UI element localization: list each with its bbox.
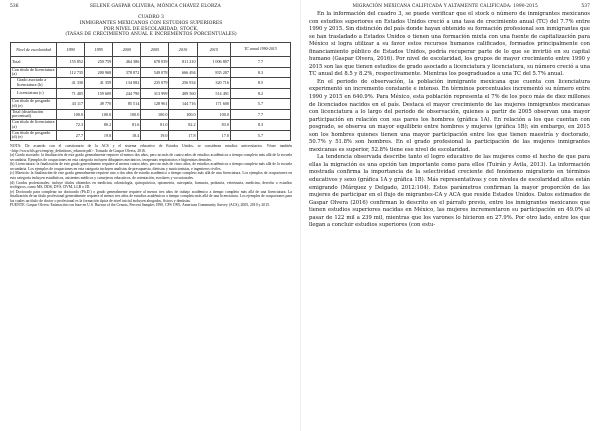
table-notes <box>10 144 292 208</box>
table-cell: 100.0 <box>169 109 197 120</box>
table-cell: 1 006 807 <box>197 57 230 68</box>
table-cell: 81.0 <box>141 120 169 131</box>
table-note: FUENTE: Gaspar Olvera. Estimación con base en U.S. Bureau of the Census, Percent Samples 1990, CPS 1995, American Community Survey (ACS), 2005, 2010 y 2015. <box>10 203 270 208</box>
table-cell: 80.2 <box>85 120 113 131</box>
table-cell: 82.2 <box>169 120 197 131</box>
header-cell: 2000 <box>113 43 141 57</box>
table-cell: 409 560 <box>169 88 197 99</box>
header-cell: 2005 <box>141 43 169 57</box>
table-note: (e) Doctorado para completar un doctorado (Ph.D.) o grado generalmente requiere al menos tres años de trabajo académico a tiempo completo más allá de una licenciatura. La finalización de un título profesional generalmente requiere al menos tres años de estudios académicos a tiempo completo más allá de una licenciatura. Los ejemplos de ocupaciones para las cuales un título de doctor o profesional es la formación típica de nivel inicial incluyen abogados, físicos y dentistas. <box>10 189 292 203</box>
table-cell: 7.7 <box>230 57 290 68</box>
table-row <box>11 130 291 141</box>
table-cell: 85 514 <box>113 99 141 110</box>
right-page <box>300 0 600 431</box>
table-note: (a) Grado asociado: la finalización de este grado generalmente requiere al menos dos años, pero no más de cuatro años de estudios académicos a tiempo completo más allá de la escuela secundaria. Ejemplos de ocupaciones en esta categoría incluyen dibujantes mecánicos, terapeutas respiratorios e higienistas dentales. <box>10 153 292 162</box>
caption-line-3: (TASAS DE CRECIMIENTO ANUAL E INCREMENTOS PORCENTUALES) <box>65 32 237 38</box>
table-cell: 100.0 <box>141 109 169 120</box>
table-cell: 5.7 <box>230 99 290 110</box>
header-cell: TC anual 1990-2015 <box>230 43 290 57</box>
row-label: Grado asociado a licenciatura (b) <box>11 78 57 89</box>
table-row <box>11 57 291 68</box>
table-cell: 17.8 <box>169 130 197 141</box>
table-row <box>11 109 291 120</box>
table-cell: 835 207 <box>197 67 230 78</box>
caption-line-1: INMIGRANTES MEXICANOS CON ESTUDIOS SUPERIORES <box>79 20 223 26</box>
row-label: Total (distribución porcentual) <box>11 109 57 120</box>
table-header-row <box>11 43 291 57</box>
table-cell: 200 968 <box>85 67 113 78</box>
table-cell: 8.5 <box>230 78 290 89</box>
left-page-number: 536 <box>10 3 19 9</box>
header-cell: 1990 <box>57 43 85 57</box>
right-running-header <box>309 0 590 10</box>
right-page-number: 537 <box>581 3 590 9</box>
body-text <box>309 11 590 230</box>
table-cell: 41 359 <box>85 78 113 89</box>
table-cell: 41 330 <box>57 78 85 89</box>
table-cell: 100.0 <box>85 109 113 120</box>
table-cell: 17.0 <box>197 130 230 141</box>
table-cell: 514 491 <box>197 88 230 99</box>
table-row <box>11 78 291 89</box>
table-cell: 378 872 <box>113 67 141 78</box>
table-cell: 464 386 <box>113 57 141 68</box>
table-cell: 171 600 <box>197 99 230 110</box>
row-label: Con título de licenciatura (a) <box>11 120 57 131</box>
table-cell: 112 735 <box>57 67 85 78</box>
table-cell: 250 759 <box>85 57 113 68</box>
table-cell: 5.7 <box>230 130 290 141</box>
table-cell: 81.6 <box>113 120 141 131</box>
body-paragraph: La tendencia observada describe tanto el logro educativo de las mujeres como el hecho de que para ellas la migración es una opción tan importante como para ellos (Tuirán y Ávila, 2013). La información mostrada confirma la importancia de la selectividad creciente del fenómeno migratorio en términos educativos y sexo (gráfica 1A y gráfica 1B). Más representativas y con niveles de escolaridad altos están emigrando (Márquez y Delgado, 2012:104). Estos parámetros confirman la mayor proporción de las mujeres de participar en el flujo de migrantes-CA y ACA que reside Estados Unidos. Datos estimados de Gaspar Olvera (2016) confirman lo descrito en el párrafo previo, entre los inmigrantes mexicanos que tienen estudios superiores nacidas en México, las mujeres incrementaron su participación en 49.0% al pasar de 122 mil a 239 mil, mientras que los varones lo hicieron en 27.9%. Por otro lado, entre los que llegan a concluir estudios superiores (con estu- <box>309 154 590 229</box>
table-body <box>11 57 291 141</box>
table-row <box>11 120 291 131</box>
table-cell: 8.2 <box>230 88 290 99</box>
table-cell: 19.8 <box>85 130 113 141</box>
table-cell: 155 852 <box>57 57 85 68</box>
table-cell: 811 210 <box>169 57 197 68</box>
table-cell: 313 999 <box>141 88 169 99</box>
row-label: Total <box>11 57 57 68</box>
table-cell: 100.0 <box>197 109 230 120</box>
header-cell: 2015 <box>197 43 230 57</box>
table-cell: 159 609 <box>85 88 113 99</box>
row-label: Con título de licenciatura (a) <box>11 67 57 78</box>
table-cell: 43 117 <box>57 99 85 110</box>
table-cell: 49 770 <box>85 99 113 110</box>
table-note: (b) Licenciatura: la finalización de este grado generalmente requiere al menos cuatro años, pero no más de cinco años, de estudios académicos a tiempo completo más allá de la escuela secundaria. Los ejemplos de ocupaciones en esta categoría incluyen analistas de presupuesto, dietistas y nutricionistas, e ingenieros civiles. <box>10 162 292 171</box>
header-cell: Nivel de escolaridad <box>11 43 57 57</box>
table-cell: 100.0 <box>113 109 141 120</box>
table-note: (c) Maestría: la finalización de este grado generalmente requiere uno o dos años de estudio académico a tiempo completo más allá de una licenciatura. Los ejemplos de ocupaciones en esta categoría incluyen estadísticos, asistentes médicos y consejeros educativos, de orientación, escolares y vocacionales. <box>10 171 292 181</box>
table-cell: 71 405 <box>57 88 85 99</box>
table-cell: 72.3 <box>57 120 85 131</box>
table-cell: 244 790 <box>113 88 141 99</box>
body-paragraph: En el periodo de observación, la población inmigrante mexicana que cuenta con licenciatura experimentó un incremento constante e intenso. En términos porcentuales incrementó su número entre 1990 y 2015 en 640.9%. Para México, esta población representa el 7% de los poco más de diez millones de licenciados nacidos en el país. Destaca el mayor crecimiento de las mujeres inmigrantes mexicanas con licenciatura a lo largo del periodo de observación, quienes a partir de 2005 observan una mayor participación en relación con sus pares los hombres (gráfica 1A). En relación a los que cuentan con posgrado, se observa un mayor equilibrio entre hombres y mujeres (gráfica 1B); sin embargo, en 2015 son los hombres quienes tienen una mayor participación entre los que tienen maestría y doctorado, 50.7% y 51.8% son hombres. En el grado profesional la participación de las mujeres inmigrantes mexicanas es superior, 52.8% tiene ese nivel de escolaridad. <box>309 78 590 153</box>
table-row <box>11 99 291 110</box>
table-cell: 83.0 <box>197 120 230 131</box>
table-cell: 144 716 <box>169 99 197 110</box>
table-cell: 134 082 <box>113 78 141 89</box>
header-cell: 2010 <box>169 43 197 57</box>
table-cell: 235 079 <box>141 78 169 89</box>
table-cell: 7.7 <box>230 109 290 120</box>
row-label: Con título de posgrado (d) (e) <box>11 99 57 110</box>
table-cell: 320 716 <box>197 78 230 89</box>
table-row <box>11 67 291 78</box>
table-cell: 8.3 <box>230 67 290 78</box>
table-cell: 256 934 <box>169 78 197 89</box>
education-stock-table <box>10 42 291 141</box>
left-running-head: SELENE GASPAR OLIVERA, MÓNICA CHÁVEZ ELORZA <box>89 3 221 9</box>
table-cell: 100.0 <box>57 109 85 120</box>
row-label: Con título de posgrado (d) (e) <box>11 130 57 141</box>
table-cell: 666 494 <box>169 67 197 78</box>
table-cell: 18.4 <box>113 130 141 141</box>
table-row <box>11 88 291 99</box>
table-note: (d) Grados profesionales: incluye títulos obtenidos en medicina, odontología, quiropráctica, optometría, osteopatía, farmacia, podiatría, veterinaria, medicina, derecho o estudios teológicos, como MS, DDS, DVS, DVM, LLB o JD. <box>10 180 292 190</box>
caption-label: CUADRO 3 <box>138 15 164 20</box>
table-cell: 549 078 <box>141 67 169 78</box>
body-paragraph: En la información del cuadro 3, se puede verificar que el stock o número de inmigrantes mexicanos con estudios superiores en Estados Unidos creció a una tasa de crecimiento anual (TC) del 7.7% entre 1990 y 2015. Sin distinción del país donde hayan obtenido su formación profesional son inmigrantes que se han trasladado a Estados Unidos o tienen una formación mixta con una fuente de capitalización para México si logra utilizar a su favor estos recursos humanos calificados, formados principalmente con financiamiento público de Estados Unidos, podría recuperar parte de lo que se invirtió en su capital humano (Gaspar Olvera, 2016). Por nivel de escolaridad, los grupos de mayor crecimiento entre 1990 y 2015 son las que tienen estudios de grado asociado a licenciatura y licenciatura, su número creció a una TC anual del 8.5 y 8.2%, respectivamente. Mientras los posgraduados a una TC del 5.7% anual. <box>309 11 590 78</box>
table-cell: 8.3 <box>230 120 290 131</box>
header-cell: 1995 <box>85 43 113 57</box>
caption-line-2: POR NIVEL DE ESCOLARIDAD, STOCK, <box>103 26 199 32</box>
table-note: NOTA: De acuerdo con el cuestionario de la ACS y el sistema educativo de Estados Unidos, se consideran estudios universitarios. Véase también <http://www.bls.gov/emp/ep_definitions_edunote.pdf>. Tomado de Gaspar Olvera, 2016. <box>10 144 292 153</box>
table-cell: 19.0 <box>141 130 169 141</box>
row-label: Licenciatura (c) <box>11 88 57 99</box>
table-caption <box>10 15 292 38</box>
table-cell: 678 039 <box>141 57 169 68</box>
left-running-header <box>10 0 292 10</box>
right-running-head: MIGRACIÓN MEXICANA CALIFICADA Y ALTAMENTE CALIFICADA: 1990-2015 <box>352 3 538 9</box>
table-cell: 27.7 <box>57 130 85 141</box>
table-cell: 128 961 <box>141 99 169 110</box>
